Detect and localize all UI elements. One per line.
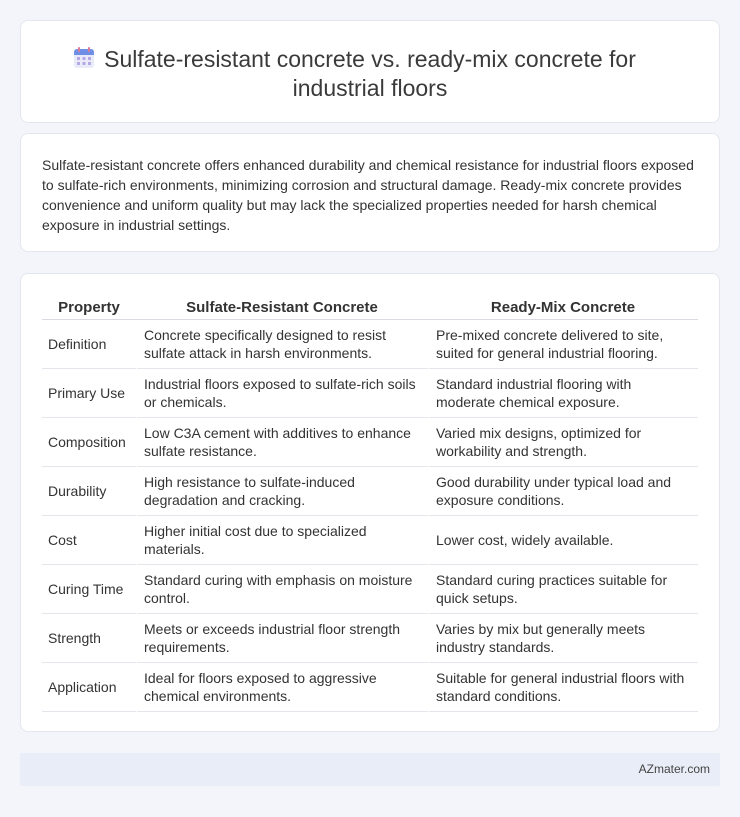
- page-title: [104, 45, 636, 103]
- title-card: [20, 20, 720, 123]
- table-row: [42, 418, 698, 467]
- cell-readymix: Varies by mix but generally meets industry standards.: [428, 614, 698, 663]
- cell-property: Strength: [42, 614, 136, 663]
- cell-property: Application: [42, 663, 136, 712]
- cell-sulfate: Ideal for floors exposed to aggressive chemical environments.: [136, 663, 428, 712]
- comparison-table: [42, 296, 698, 712]
- table-row: [42, 565, 698, 614]
- header-readymix: Ready-Mix Concrete: [428, 296, 698, 320]
- cell-property: Durability: [42, 467, 136, 516]
- cell-sulfate: Higher initial cost due to specialized materials.: [136, 516, 428, 565]
- summary-card: [20, 133, 720, 252]
- table-row: [42, 614, 698, 663]
- cell-readymix: Standard curing practices suitable for quick setups.: [428, 565, 698, 614]
- footer: [20, 753, 720, 786]
- cell-readymix: Lower cost, widely available.: [428, 516, 698, 565]
- cell-sulfate: High resistance to sulfate-induced degradation and cracking.: [136, 467, 428, 516]
- footer-site-link[interactable]: AZmater.com: [638, 762, 710, 776]
- cell-readymix: Varied mix designs, optimized for workability and strength.: [428, 418, 698, 467]
- table-row: [42, 467, 698, 516]
- cell-sulfate: Meets or exceeds industrial floor strength requirements.: [136, 614, 428, 663]
- header-sulfate: Sulfate-Resistant Concrete: [136, 296, 428, 320]
- cell-readymix: Good durability under typical load and exposure conditions.: [428, 467, 698, 516]
- comparison-card: [20, 273, 720, 732]
- cell-readymix: Pre-mixed concrete delivered to site, suited for general industrial flooring.: [428, 320, 698, 369]
- header-property: Property: [42, 296, 136, 320]
- page-title-line1: Sulfate-resistant concrete vs. ready-mix concrete for: [104, 46, 636, 72]
- table-row: [42, 320, 698, 369]
- cell-sulfate: Low C3A cement with additives to enhance sulfate resistance.: [136, 418, 428, 467]
- cell-property: Cost: [42, 516, 136, 565]
- table-row: [42, 369, 698, 418]
- cell-property: Curing Time: [42, 565, 136, 614]
- table-header-row: [42, 296, 698, 320]
- cell-property: Primary Use: [42, 369, 136, 418]
- cell-property: Composition: [42, 418, 136, 467]
- cell-readymix: Suitable for general industrial floors with standard conditions.: [428, 663, 698, 712]
- cell-sulfate: Concrete specifically designed to resist sulfate attack in harsh environments.: [136, 320, 428, 369]
- cell-sulfate: Industrial floors exposed to sulfate-rich soils or chemicals.: [136, 369, 428, 418]
- page-title-line2: industrial floors: [292, 75, 448, 101]
- cell-sulfate: Standard curing with emphasis on moisture control.: [136, 565, 428, 614]
- summary-text: Sulfate-resistant concrete offers enhanced durability and chemical resistance for industrial floors exposed to sulfate-rich environments, minimizing corrosion and structural damage. Ready-mix concrete provides convenience and uniform quality but may lack the specialized properties needed for harsh chemical exposure in industrial settings.: [42, 157, 694, 233]
- cell-readymix: Standard industrial flooring with moderate chemical exposure.: [428, 369, 698, 418]
- table-row: [42, 516, 698, 565]
- table-row: [42, 663, 698, 712]
- cell-property: Definition: [42, 320, 136, 369]
